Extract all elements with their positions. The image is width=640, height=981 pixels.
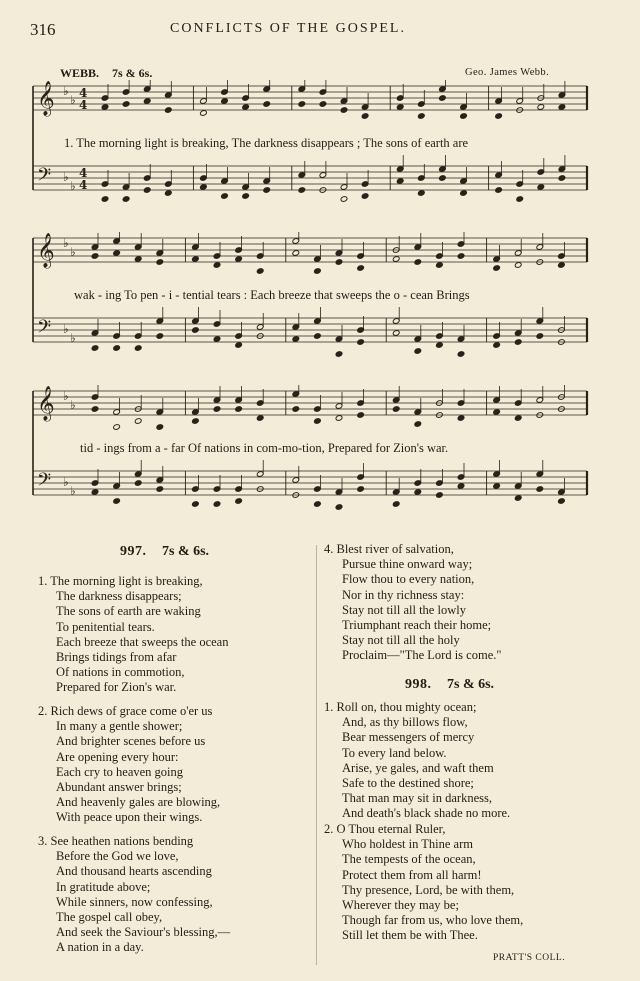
stanza — [38, 574, 228, 696]
lyric-line-3: tid - ings from a - far Of nations in com-mo-tion, Prepared for Zion's war. — [80, 441, 449, 455]
stanza-line: Though far from us, who love them, — [342, 913, 524, 928]
hymn-997-heading — [120, 544, 209, 560]
hymn-number: 998. — [405, 677, 432, 692]
stanza-line: Protect them from all harm! — [342, 867, 482, 882]
svg-text:𝄢: 𝄢 — [37, 470, 52, 495]
stanza-line: Thy presence, Lord, be with them, — [342, 882, 515, 897]
stanza-line: Flow thou to every nation, — [342, 572, 475, 587]
stanza-line: The sons of earth are waking — [56, 604, 201, 619]
svg-text:4: 4 — [79, 166, 88, 180]
svg-text:♭: ♭ — [63, 84, 69, 98]
stanza-line: Stay not till all the holy — [342, 633, 460, 648]
stanza-line: Each breeze that sweeps the ocean — [56, 634, 229, 649]
hymn-meter: 7s & 6s. — [447, 677, 495, 692]
svg-text:♭: ♭ — [63, 236, 69, 250]
hymn-998-heading — [405, 677, 494, 693]
stanza-line: And, as thy billows flow, — [342, 715, 468, 730]
svg-text:𝄢: 𝄢 — [37, 165, 52, 190]
stanza-line: Wherever they may be; — [342, 898, 459, 913]
svg-text:♭: ♭ — [63, 322, 69, 336]
stanza-line: In many a gentle shower; — [56, 719, 183, 734]
svg-text:4: 4 — [79, 86, 88, 100]
stanza-line: Triumphant reach their home; — [342, 618, 492, 633]
stanza — [324, 700, 510, 822]
stanza-line: Bear messengers of mercy — [342, 730, 475, 745]
stanza-line: Each cry to heaven going — [56, 764, 184, 779]
stanza-line: And seek the Saviour's blessing,— — [56, 925, 231, 940]
stanza — [324, 822, 523, 944]
column-divider — [316, 545, 317, 965]
stanza — [324, 542, 501, 664]
svg-text:♭: ♭ — [70, 331, 76, 345]
stanza-line: Prepared for Zion's war. — [56, 680, 177, 695]
page-title: CONFLICTS OF THE GOSPEL. — [170, 21, 406, 36]
stanza-line: And heavenly gales are blowing, — [56, 795, 221, 810]
stanza-line: And thousand hearts ascending — [56, 864, 212, 879]
stanza-line: 1. Roll on, thou mighty ocean; — [324, 700, 477, 714]
stanza-line: The darkness disappears; — [56, 589, 182, 604]
stanza-line: The gospel call obey, — [56, 910, 163, 925]
lyric-line-1: 1. The morning light is breaking, The darkness disappears ; The sons of earth are — [64, 136, 469, 150]
stanza-line: To penitential tears. — [56, 619, 155, 634]
stanza-line: The tempests of the ocean, — [342, 852, 476, 867]
svg-text:𝄞: 𝄞 — [37, 81, 55, 116]
stanza-line: 2. O Thou eternal Ruler, — [324, 822, 446, 836]
stanza-line: 2. Rich dews of grace come o'er us — [38, 704, 213, 718]
svg-text:4: 4 — [79, 98, 88, 112]
stanza-line: 1. The morning light is breaking, — [38, 574, 203, 588]
composer: Geo. James Webb. — [465, 67, 550, 78]
stanza-line: Still let them be with Thee. — [342, 928, 478, 943]
svg-text:♭: ♭ — [63, 170, 69, 184]
tune-meter: 7s & 6s. — [112, 66, 153, 80]
stanza-line: 3. See heathen nations bending — [38, 834, 194, 848]
svg-text:♭: ♭ — [70, 93, 76, 107]
stanza-line: A nation in a day. — [56, 940, 144, 955]
hymn-number: 997. — [120, 544, 147, 559]
svg-text:𝄞: 𝄞 — [37, 233, 55, 268]
stanza-line: And death's black shade no more. — [342, 806, 511, 821]
stanza-line: Nor in thy richness stay: — [342, 587, 465, 602]
svg-text:♭: ♭ — [63, 389, 69, 403]
svg-text:𝄢: 𝄢 — [37, 317, 52, 342]
stanza-line: Abundant answer brings; — [56, 780, 182, 795]
svg-text:♭: ♭ — [70, 484, 76, 498]
stanza-line: Safe to the destined shore; — [342, 776, 474, 791]
hymn-meter: 7s & 6s. — [162, 544, 210, 559]
svg-text:𝄞: 𝄞 — [37, 386, 55, 421]
svg-text:♭: ♭ — [70, 398, 76, 412]
stanza-line: Brings tidings from afar — [56, 650, 177, 665]
svg-text:4: 4 — [79, 178, 88, 192]
svg-text:♭: ♭ — [63, 475, 69, 489]
svg-text:♭: ♭ — [70, 179, 76, 193]
stanza-line: Arise, ye gales, and waft them — [342, 760, 494, 775]
stanza-line: Pursue thine onward way; — [342, 557, 473, 572]
stanza-line: And brighter scenes before us — [56, 734, 206, 749]
stanza-line: With peace upon their wings. — [56, 810, 203, 825]
stanza-line: Stay not till all the lowly — [342, 602, 466, 617]
lyric-line-2: wak - ing To pen - i - tential tears : Each breeze that sweeps the o - cean Brings — [74, 288, 470, 302]
stanza-line: 4. Blest river of salvation, — [324, 542, 454, 556]
stanza-line: Are opening every hour: — [56, 749, 179, 764]
stanza-line: In gratitude above; — [56, 879, 151, 894]
page-number: 316 — [30, 20, 56, 39]
stanza-line: That man may sit in darkness, — [342, 791, 492, 806]
stanza-line: Who holdest in Thine arm — [342, 837, 473, 852]
attribution: PRATT'S COLL. — [493, 953, 566, 963]
stanza-line: To every land below. — [342, 745, 447, 760]
stanza-line: Before the God we love, — [56, 849, 179, 864]
svg-text:♭: ♭ — [70, 245, 76, 259]
stanza-line: Of nations in commotion, — [56, 665, 185, 680]
stanza — [38, 704, 220, 826]
tune-name: WEBB. — [60, 66, 100, 80]
stanza-line: Proclaim—"The Lord is come." — [342, 648, 502, 663]
stanza — [38, 834, 230, 956]
stanza-line: While sinners, now confessing, — [56, 894, 213, 909]
